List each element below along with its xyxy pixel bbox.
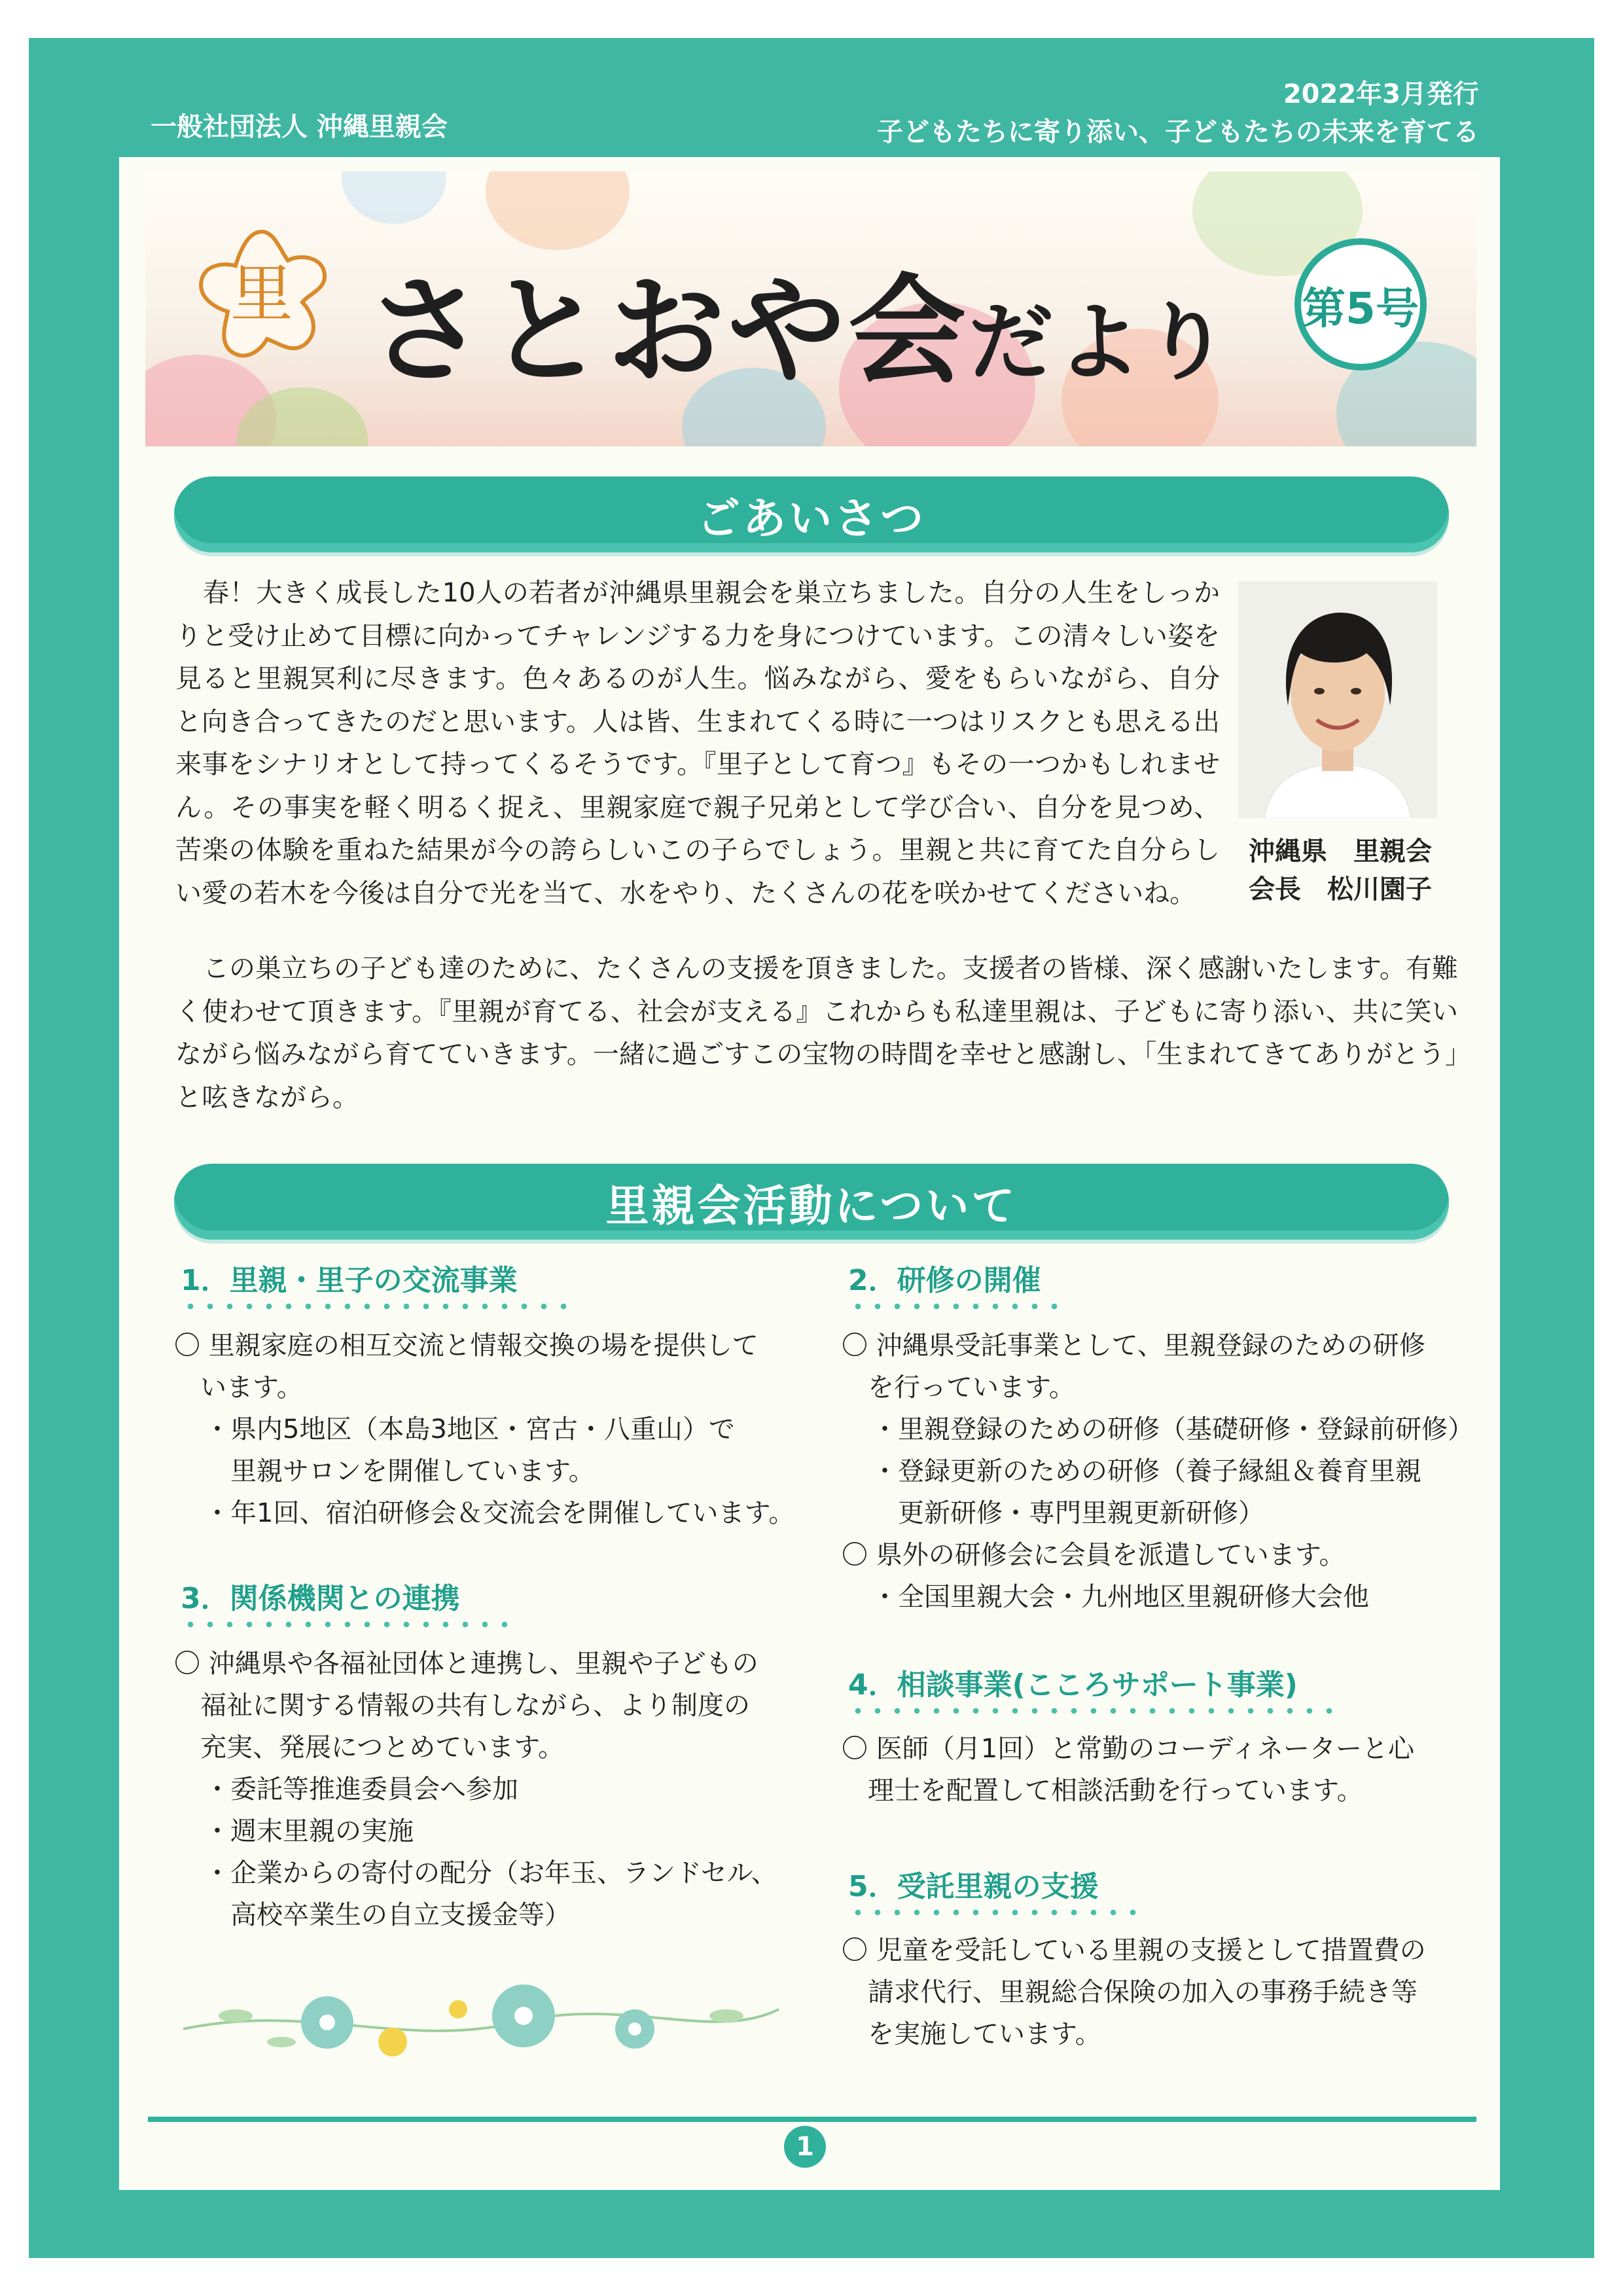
flower-decoration-icon (177, 1970, 785, 2068)
greeting-paragraph-2: この巣立ちの子ども達のために、たくさんの支援を頂きました。支援者の皆様、深く感謝いたします。有難く使わせて頂きます。『里親が育てる、社会が支える』これからも私達里親は、子どもに寄り添い、共に笑いながら悩みながら育てていきます。一緒に過ごすこの宝物の時間を幸せと感謝し、「生まれてきてありがとう」と呟きながら。 (175, 954, 1458, 1113)
cherry-blossom-logo-icon (190, 223, 334, 367)
greeting-heading: ごあいさつ (174, 476, 1449, 552)
section-3-title: 3．関係機関との連携 (181, 1582, 460, 1615)
section-3-text: 〇 沖縄県や各福祉団体と連携し、里親や子どもの 福祉に関する情報の共有しながら、より制度の 充実、発展につとめています。 ・委託等推進委員会へ参加 ・週末里親の実施 ・企業からの寄付の配分（お年玉、ランドセル、 高校卒業生の自立支援金等） (174, 1649, 777, 1930)
chairperson-caption: 沖縄県 里親会 会長 松川園子 (1249, 836, 1432, 905)
section-1-text: 〇 里親家庭の相互交流と情報交換の場を提供して います。 ・県内5地区（本島3地区・宮古・八重山）で 里親サロンを開催しています。 ・年1回、宿泊研修会＆交流会を開催しています。 (174, 1331, 795, 1528)
section-5-text: 〇 児童を受託している里親の支援として措置費の 請求代行、里親総合保険の加入の事務手続き等 を実施しています。 (842, 1935, 1426, 2049)
issue-date: 2022年3月発行 (1283, 79, 1479, 109)
section-4-text: 〇 医師（月1回）と常勤のコーディネーターと心 理士を配置して相談活動を行っています。 (842, 1734, 1414, 1806)
newsletter-title (366, 237, 1232, 406)
tagline: 子どもたちに寄り添い、子どもたちの未来を育てる (877, 117, 1479, 147)
title-main: さとおや会 (366, 263, 969, 400)
section-1-title: 1．里親・里子の交流事業 (181, 1264, 518, 1297)
footer-rule (148, 2117, 1476, 2122)
section-5-title: 5．受託里親の支援 (848, 1870, 1099, 1903)
issue-number-badge: 第5号 (1294, 238, 1427, 370)
section-4-dots (848, 1707, 1346, 1715)
section-1-dots (181, 1302, 573, 1310)
section-5-dots (848, 1909, 1136, 1916)
activities-heading: 里親会活動について (174, 1164, 1449, 1240)
section-2-title: 2．研修の開催 (848, 1264, 1041, 1297)
title-tail: だより (969, 293, 1232, 392)
section-3-dots (181, 1621, 508, 1628)
section-4-title: 4．相談事業(こころサポート事業) (848, 1668, 1298, 1702)
section-2-dots (848, 1302, 1058, 1310)
greeting-paragraph-1: 春！大きく成長した10人の若者が沖縄県里親会を巣立ちました。自分の人生をしっかりと受け止めて目標に向かってチャレンジする力を身につけています。この清々しい姿を見ると里親冥利に尽きます。色々あるのが人生。悩みながら、愛をもらいながら、自分と向き合ってきたのだと思います。人は皆、生まれてくる時に一つはリスクとも思える出来事をシナリオとして持ってくるそうです。『里子として育つ』もその一つかもしれません。その事実を軽く明るく捉え、里親家庭で親子兄弟として学び合い、自分を見つめ、苦楽の体験を重ねた結果が今の誇らしいこの子らでしょう。里親と共に育てた自分らしい愛の若木を今後は自分で光を当て、水をやり、たくさんの花を咲かせてくださいね。 (175, 578, 1221, 908)
svg-text:里: 里 (230, 257, 293, 331)
chairperson-photo (1238, 581, 1437, 818)
page-number: 1 (784, 2126, 826, 2168)
section-2-text: 〇 沖縄県受託事業として、里親登録のための研修 を行っています。 ・里親登録のための研修（基礎研修・登録前研修） ・登録更新のための研修（養子縁組＆養育里親 更新研修・専門里親更新研修） 〇 県外の研修会に会員を派遣しています。 ・全国里親大会・九州地区里親研修大会他 (842, 1331, 1474, 1612)
organization-name: 一般社団法人 沖縄里親会 (151, 112, 448, 142)
